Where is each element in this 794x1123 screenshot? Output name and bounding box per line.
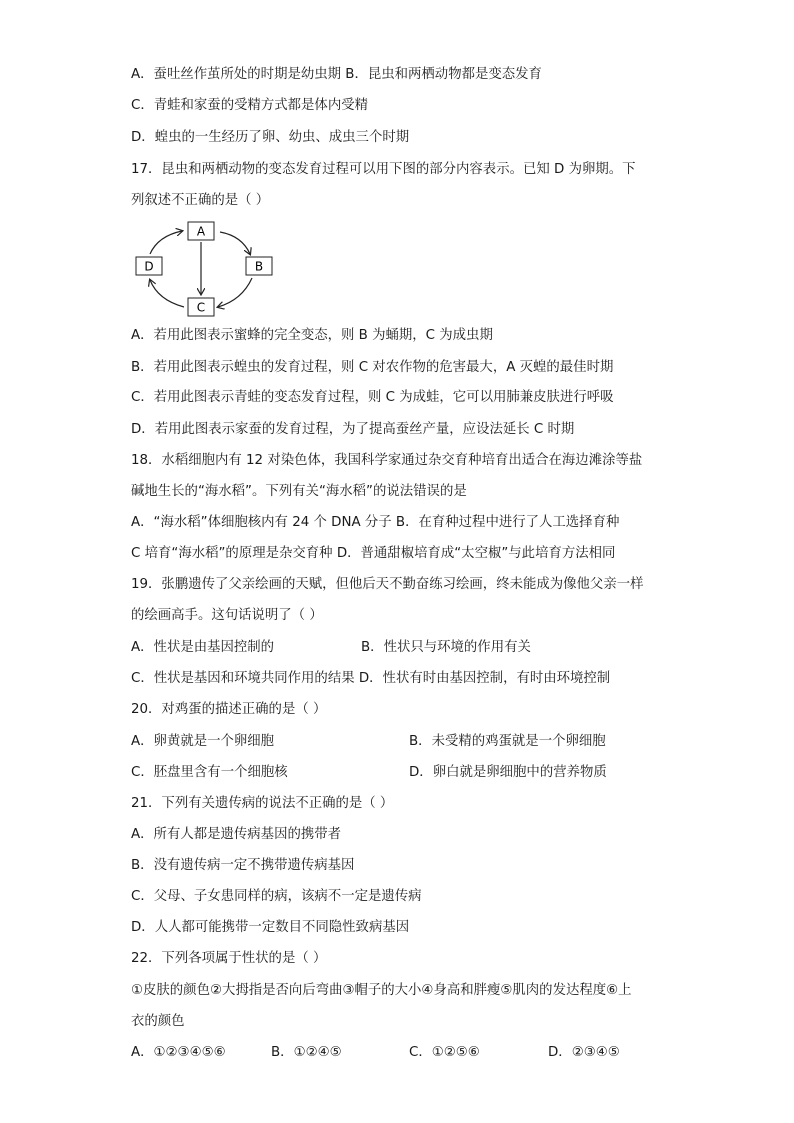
q17-option-d: D．若用此图表示家蚕的发育过程，为了提高蚕丝产量，应设法延长 C 时期 [131,422,575,437]
q22-items-line-1: ①皮肤的颜色②大拇指是否向后弯曲③帽子的大小④身高和胖瘦⑤肌肉的发达程度⑥上 [131,983,632,998]
q17-stem-line-1: 17．昆虫和两栖动物的变态发育过程可以用下图的部分内容表示。已知 D 为卵期。下 [131,162,636,177]
q20-option-d: D．卵白就是卵细胞中的营养物质 [409,765,607,780]
q20-option-b: B．未受精的鸡蛋就是一个卵细胞 [409,734,606,749]
q22-option-a: A．①②③④⑤⑥ [131,1045,226,1060]
q18-options-a-b: A．“海水稻”体细胞核内有 24 个 DNA 分子 B．在育种过程中进行了人工选择育种 [131,515,620,530]
stage-label-d: D [144,259,154,274]
q16-option-a-b: A．蚕吐丝作茧所处的时期是幼虫期 B．昆虫和两栖动物都是变态发育 [131,67,542,82]
q18-stem-line-1: 18．水稻细胞内有 12 对染色体，我国科学家通过杂交育种培育出适合在海边滩涂等盐 [131,453,643,468]
q17-stem-line-2: 列叙述不正确的是（ ） [131,193,270,208]
stage-box-c [188,298,214,316]
q20-stem: 20．对鸡蛋的描述正确的是（ ） [131,702,327,717]
q22-option-d: D．②③④⑤ [548,1045,620,1060]
q22-option-c: C．①②⑤⑥ [409,1045,480,1060]
q21-option-a: A．所有人都是遗传病基因的携带者 [131,827,342,842]
q19-stem-line-2: 的绘画高手。这句话说明了（ ） [131,608,323,623]
stage-label-c: C [196,300,206,315]
q18-options-c-d: C 培育“海水稻”的原理是杂交育种 D．普通甜椒培育成“太空椒”与此培育方法相同 [131,546,616,561]
q16-option-d: D．蝗虫的一生经历了卵、幼虫、成虫三个时期 [131,130,410,145]
q21-option-d: D．人人都可能携带一定数目不同隐性致病基因 [131,920,410,935]
q19-options-c-d: C．性状是基因和环境共同作用的结果 D．性状有时由基因控制，有时由环境控制 [131,671,611,686]
q17-option-b: B．若用此图表示蝗虫的发育过程，则 C 对农作物的危害最大，A 灭蝗的最佳时期 [131,360,614,375]
arrow-b-to-c [218,278,252,307]
q22-option-b: B．①②④⑤ [271,1045,342,1060]
q21-option-c: C．父母、子女患同样的病，该病不一定是遗传病 [131,889,422,904]
q19-stem-line-1: 19．张鹏遗传了父亲绘画的天赋，但他后天不勤奋练习绘画，终未能成为像他父亲一样 [131,577,644,592]
q19-option-a: A．性状是由基因控制的 [131,640,275,655]
stage-box-b [246,257,272,275]
q22-stem: 22．下列各项属于性状的是（ ） [131,951,327,966]
stage-label-b: B [254,259,264,274]
stage-label-a: A [196,224,206,239]
q20-option-c: C．胚盘里含有一个细胞核 [131,765,288,780]
stage-box-a [188,222,214,240]
q16-option-c: C．青蛙和家蚕的受精方式都是体内受精 [131,98,368,113]
q21-stem: 21．下列有关遗传病的说法不正确的是（ ） [131,796,394,811]
arrow-c-to-d [150,280,184,307]
arrow-d-to-a [150,231,182,254]
q20-option-a: A．卵黄就是一个卵细胞 [131,734,275,749]
q17-option-a: A．若用此图表示蜜蜂的完全变态，则 B 为蛹期，C 为成虫期 [131,328,493,343]
q19-option-b: B．性状只与环境的作用有关 [361,640,531,655]
development-cycle-diagram [130,214,280,319]
q18-stem-line-2: 碱地生长的“海水稻”。下列有关“海水稻”的说法错误的是 [131,484,467,499]
q22-items-line-2: 衣的颜色 [131,1014,185,1029]
arrow-a-to-b [220,232,250,254]
stage-box-d [136,257,162,275]
q21-option-b: B．没有遗传病一定不携带遗传病基因 [131,858,355,873]
q17-option-c: C．若用此图表示青蛙的变态发育过程，则 C 为成蛙，它可以用肺兼皮肤进行呼吸 [131,390,614,405]
